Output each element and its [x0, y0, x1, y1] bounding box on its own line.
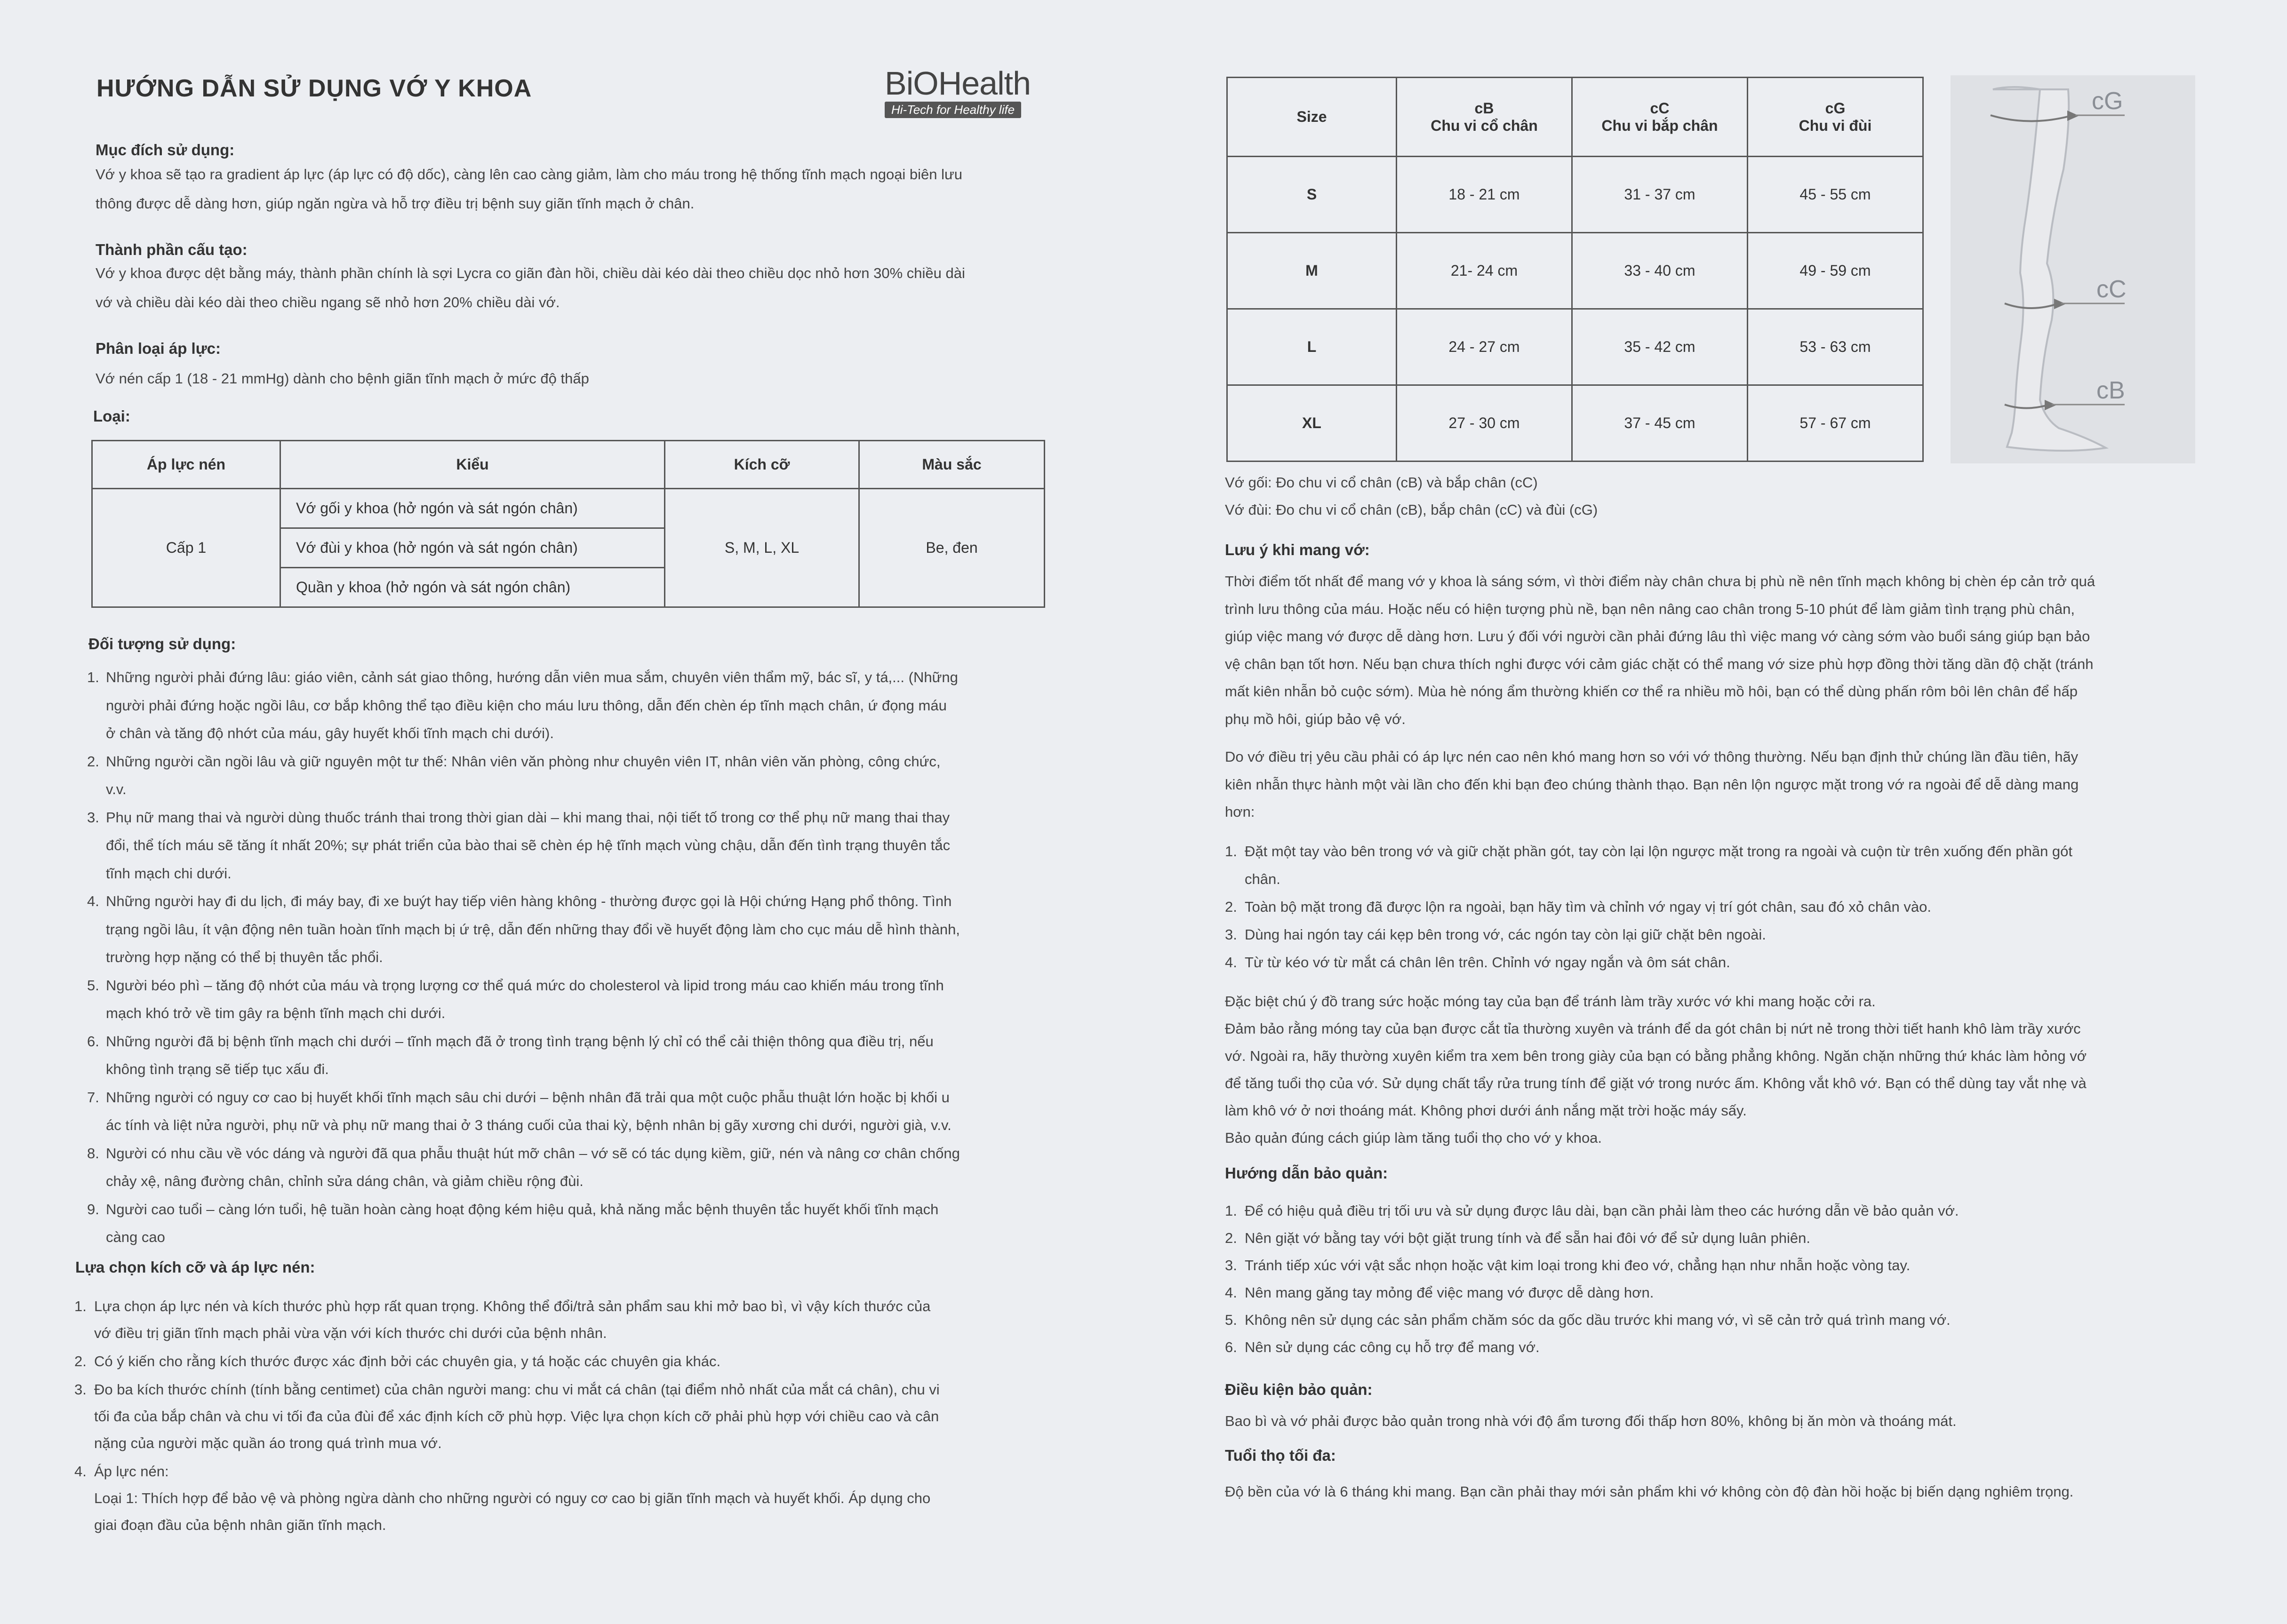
list-item — [1225, 893, 1931, 921]
list-number: 7. — [87, 1089, 99, 1106]
composition-heading: Thành phần cấu tạo: — [96, 241, 248, 258]
list-line: Để có hiệu quả điều trị tối ưu và sử dụng được lâu dài, bạn cần phải làm theo các hướng dẫn về bảo quản vớ. — [1245, 1202, 1959, 1219]
list-number: 3. — [1225, 1257, 1237, 1274]
list-number: 3. — [87, 809, 99, 826]
list-number: 6. — [1225, 1339, 1237, 1355]
list-line: Đặt một tay vào bên trong vớ và giữ chặt phần gót, tay còn lại lộn ngược mặt trong ra ngoài và cuộn từ trên xuống đến phần gót — [1245, 843, 2073, 860]
list-line: Những người đã bị bệnh tĩnh mạch chi dưới – tĩnh mạch đã ở trong tình trạng bệnh lý chỉ có thể cải thiện thông qua điều trị, nếu — [106, 1033, 934, 1050]
size-cell: 33 - 40 cm — [1572, 233, 1748, 309]
types-style: Quần y khoa (hở ngón và sát ngón chân) — [280, 568, 665, 607]
types-style: Vớ đùi y khoa (hở ngón và sát ngón chân) — [280, 528, 665, 568]
list-line: vớ điều trị giãn tĩnh mạch phải vừa vặn với kích thước chi dưới của bệnh nhân. — [94, 1325, 607, 1341]
list-line: chân. — [1245, 871, 1280, 887]
list-number: 5. — [1225, 1312, 1237, 1328]
types-heading: Loại: — [93, 407, 130, 425]
list-line: Dùng hai ngón tay cái kẹp bên trong vớ, các ngón tay còn lại giữ chặt bên ngoài. — [1245, 926, 1766, 943]
list-line: không tình trạng sẽ tiếp tục xấu đi. — [106, 1061, 329, 1077]
logo — [885, 67, 1054, 118]
list-number: 2. — [1225, 1230, 1237, 1246]
list-line: Nên mang găng tay mỏng để việc mang vớ được dễ dàng hơn. — [1245, 1284, 1654, 1301]
list-line: Những người hay đi du lịch, đi máy bay, đi xe buýt hay tiếp viên hàng không - thường được gọi là Hội chứng Hạng phổ thông. Tình — [106, 893, 952, 909]
paragraph-line: giúp việc mang vớ được dễ dàng hơn. Lưu ý đối với người cần phải đứng lâu thì việc mang vớ càng sớm vào buổi sáng giúp bạn bảo — [1225, 628, 2090, 645]
list-number: 1. — [1225, 843, 1237, 860]
list-line: ở chân và tăng độ nhớt của máu, gây huyết khối tĩnh mạch chi dưới). — [106, 725, 554, 741]
list-item — [87, 804, 951, 888]
list-line: người phải đứng hoặc ngồi lâu, cơ bắp không thể tạo điều kiện cho máu lưu thông, dẫn đến chèn ép tĩnh mạch chân, ứ đọng máu — [106, 697, 947, 714]
list-item — [1225, 921, 1766, 948]
list-number: 4. — [1225, 954, 1237, 971]
list-line: tĩnh mạch chi dưới. — [106, 865, 232, 882]
list-number: 4. — [87, 893, 99, 909]
types-header: Kích cỡ — [665, 441, 859, 489]
list-number: 6. — [87, 1033, 99, 1050]
list-number: 9. — [87, 1201, 99, 1218]
size-cell: S — [1227, 157, 1397, 233]
list-line: Những người có nguy cơ cao bị huyết khối tĩnh mạch sâu chi dưới – bệnh nhân đã trải qua một cuộc phẫu thuật lớn hoặc bị khối u — [106, 1089, 950, 1106]
lifespan-heading: Tuổi thọ tối đa: — [1225, 1447, 1336, 1464]
list-line: trường hợp nặng có thể bị thuyên tắc phổi. — [106, 949, 383, 965]
size-cell: 35 - 42 cm — [1572, 309, 1748, 385]
list-number: 8. — [87, 1145, 99, 1162]
paragraph-line: phụ mồ hôi, giúp bảo vệ vớ. — [1225, 710, 1406, 727]
paragraph-line: Đảm bảo rằng móng tay của bạn được cắt tỉa thường xuyên và tránh để da gót chân bị nứt nẻ trong thời tiết hanh khô làm trầy xước — [1225, 1020, 2081, 1037]
purpose-text — [96, 160, 962, 218]
list-line: Nên sử dụng các công cụ hỗ trợ để mang vớ. — [1245, 1339, 1540, 1355]
notes-paragraph — [1225, 988, 2087, 1152]
paragraph-line: Bảo quản đúng cách giúp làm tăng tuổi thọ cho vớ y khoa. — [1225, 1130, 1602, 1146]
paragraph-line: làm khô vớ ở nơi thoáng mát. Không phơi dưới ánh nắng mặt trời hoặc máy sấy. — [1225, 1102, 1747, 1119]
list-item — [74, 1376, 940, 1457]
list-line: Nên giặt vớ bằng tay với bột giặt trung tính và để sẵn hai đôi vớ để sử dụng luân phiên. — [1245, 1230, 1810, 1246]
size-cell: 49 - 59 cm — [1748, 233, 1923, 309]
list-item — [87, 663, 958, 748]
list-item — [87, 971, 944, 1027]
storage-text: Bao bì và vớ phải được bảo quản trong nhà với độ ẩm tương đối thấp hơn 80%, không bị ăn mòn và thoáng mát. — [1225, 1413, 1957, 1429]
list-item — [87, 1083, 952, 1139]
notes-paragraph — [1225, 568, 2095, 733]
paragraph-line: vệ chân bạn tốt hơn. Nếu bạn chưa thích nghi được với cảm giác chặt có thể mang vớ size phù hợp đồng thời tăng dần độ chặt (tránh — [1225, 655, 2094, 672]
size-cell: 45 - 55 cm — [1748, 157, 1923, 233]
list-line: Loại 1: Thích hợp để bảo vệ và phòng ngừa dành cho những người có nguy cơ cao bị giãn tĩnh mạch và huyết khối. Áp dụng cho — [94, 1490, 931, 1506]
table-row — [1227, 157, 1923, 233]
size-header — [1397, 78, 1572, 157]
paragraph-line: mất kiên nhẫn bỏ cuộc sớm). Mùa hè nóng ẩm thường khiến cơ thể ra nhiều mồ hôi, bạn có thể dùng phấn rôm bôi lên chân để hấp — [1225, 683, 2078, 700]
size-cell: 27 - 30 cm — [1397, 385, 1572, 462]
size-header-label: Chu vi đùi — [1799, 117, 1872, 134]
list-line: Người có nhu cầu về vóc dáng và người đã qua phẫu thuật hút mỡ chân – vớ sẽ có tác dụng kiềm, giữ, nén và nâng cơ chân chống — [106, 1145, 960, 1162]
size-cell: 18 - 21 cm — [1397, 157, 1572, 233]
list-line: Phụ nữ mang thai và người dùng thuốc tránh thai trong thời gian dài – khi mang thai, nội tiết tố trong cơ thể phụ nữ mang thai thay — [106, 809, 950, 826]
list-number: 2. — [74, 1353, 87, 1369]
notes-heading: Lưu ý khi mang vớ: — [1225, 541, 1370, 558]
list-item — [1225, 1279, 1654, 1306]
list-item — [1225, 1306, 1951, 1334]
table-row — [1227, 309, 1923, 385]
list-item — [1225, 837, 2073, 893]
list-item — [1225, 1197, 1959, 1225]
leg-label-cg: cG — [2092, 88, 2123, 115]
size-header-code: cC — [1650, 99, 1670, 117]
size-header-code: cB — [1474, 99, 1494, 117]
list-item — [74, 1348, 721, 1375]
size-header-label: Chu vi cổ chân — [1431, 117, 1538, 134]
list-line: nặng của người mặc quần áo trong quá trình mua vớ. — [94, 1435, 442, 1451]
paragraph-line: trình lưu thông của máu. Hoặc nếu có hiện tượng phù nề, bạn nên nâng cao chân trong 5-10 phút để làm giảm tình trạng phù chân, — [1225, 600, 2075, 617]
page-title: HƯỚNG DẪN SỬ DỤNG VỚ Y KHOA — [96, 75, 532, 102]
paragraph-line: kiên nhẫn thực hành một vài lần cho đến khi bạn đeo chúng thành thạo. Bạn nên lộn ngược mặt trong vớ ra ngoài để dễ dàng mang — [1225, 776, 2079, 793]
size-header — [1572, 78, 1748, 157]
leg-label-cb: cB — [2096, 377, 2125, 404]
list-line: Đo ba kích thước chính (tính bằng centimet) của chân người mang: chu vi mắt cá chân (tại điểm nhỏ nhất của mắt cá chân), chu vi — [94, 1381, 940, 1398]
list-number: 4. — [74, 1463, 87, 1480]
list-item — [1225, 1252, 1911, 1279]
list-item — [1225, 1334, 1540, 1361]
leg-label-cc: cC — [2096, 276, 2127, 303]
list-line: Những người phải đứng lâu: giáo viên, cảnh sát giao thông, hướng dẫn viên mua sắm, chuyên viên thẩm mỹ, bác sĩ, y tá,... (Những — [106, 669, 958, 685]
list-number: 4. — [1225, 1284, 1237, 1301]
list-line: Toàn bộ mặt trong đã được lộn ra ngoài, bạn hãy tìm và chỉnh vớ ngay vị trí gót chân, sau đó xỏ chân vào. — [1245, 899, 1931, 915]
paragraph-line: vớ. Ngoài ra, hãy thường xuyên kiểm tra xem bên trong giày của bạn có bằng phẳng không. Ngăn chặn những thứ khác làm hỏng vớ — [1225, 1048, 2087, 1064]
leg-measure-diagram — [1951, 75, 2195, 463]
selection-heading: Lựa chọn kích cỡ và áp lực nén: — [75, 1258, 315, 1276]
paragraph-line: Do vớ điều trị yêu cầu phải có áp lực nén cao nên khó mang hơn so với vớ thông thường. Nếu bạn định thử chúng lần đầu tiên, hãy — [1225, 748, 2079, 765]
list-line: Có ý kiến cho rằng kích thước được xác định bởi các chuyên gia, y tá hoặc các chuyên gia khác. — [94, 1353, 721, 1369]
list-number: 1. — [1225, 1202, 1237, 1219]
size-cell: 21- 24 cm — [1397, 233, 1572, 309]
size-table — [1226, 77, 1924, 462]
paragraph-line: để tăng tuổi thọ của vớ. Sử dụng chất tẩy rửa trung tính để giặt vớ trong nước ấm. Không vắt khô vớ. Bạn có thể dùng tay vắt nhẹ và — [1225, 1075, 2087, 1091]
size-cell: 57 - 67 cm — [1748, 385, 1923, 462]
list-line: Không nên sử dụng các sản phẩm chăm sóc da gốc dầu trước khi mang vớ, vì sẽ cản trở quá trình mang vớ. — [1245, 1312, 1951, 1328]
list-number: 2. — [87, 753, 99, 770]
list-line: Những người cần ngồi lâu và giữ nguyên một tư thế: Nhân viên văn phòng như chuyên viên IT, nhân viên văn phòng, công chức, — [106, 753, 941, 770]
size-cell: 31 - 37 cm — [1572, 157, 1748, 233]
list-item — [74, 1458, 931, 1538]
purpose-line: thông được dễ dàng hơn, giúp ngăn ngừa và hỗ trợ điều trị bệnh suy giãn tĩnh mạch ở chân. — [96, 195, 695, 212]
logo-tagline: Hi-Tech for Healthy life — [885, 102, 1021, 118]
logo-brand: BiOHealth — [885, 65, 1031, 102]
types-header: Kiểu — [280, 441, 665, 489]
size-cell: M — [1227, 233, 1397, 309]
size-note: Vớ đùi: Đo chu vi cổ chân (cB), bắp chân (cC) và đùi (cG) — [1225, 502, 1598, 518]
purpose-line: Vớ y khoa sẽ tạo ra gradient áp lực (áp lực có độ dốc), càng lên cao càng giảm, làm cho máu trong hệ thống tĩnh mạch ngoại biên lưu — [96, 166, 963, 183]
types-style: Vớ gối y khoa (hở ngón và sát ngón chân) — [280, 489, 665, 528]
purpose-heading: Mục đích sử dụng: — [96, 141, 235, 159]
list-line: Tránh tiếp xúc với vật sắc nhọn hoặc vật kim loại trong khi đeo vớ, chẳng hạn như nhẫn hoặc vòng tay. — [1245, 1257, 1911, 1274]
composition-line: Vớ y khoa được dệt bằng máy, thành phần chính là sợi Lycra co giãn đàn hồi, chiều dài kéo dài theo chiều dọc nhỏ hơn 30% chiều dài — [96, 265, 965, 281]
size-header-label: Size — [1296, 108, 1327, 125]
list-item — [87, 1027, 934, 1083]
list-line: Từ từ kéo vớ từ mắt cá chân lên trên. Chỉnh vớ ngay ngắn và ôm sát chân. — [1245, 954, 1730, 971]
size-header — [1227, 78, 1397, 157]
list-item — [87, 887, 960, 971]
table-row — [1227, 385, 1923, 462]
types-colors: Be, đen — [859, 489, 1045, 607]
size-note: Vớ gối: Đo chu vi cổ chân (cB) và bắp chân (cC) — [1225, 474, 1538, 491]
list-number: 1. — [87, 669, 99, 685]
care-heading: Hướng dẫn bảo quản: — [1225, 1164, 1388, 1182]
list-line: Người cao tuổi – càng lớn tuổi, hệ tuần hoàn càng hoạt động kém hiệu quả, khả năng mắc bệnh thuyên tắc huyết khối tĩnh mạch — [106, 1201, 939, 1218]
list-item — [74, 1293, 931, 1346]
list-line: Áp lực nén: — [94, 1463, 169, 1480]
list-number: 5. — [87, 977, 99, 994]
list-line: tối đa của bắp chân và chu vi tối đa của đùi để xác định kích cỡ phù hợp. Việc lựa chọn kích cỡ phải phù hợp với chiều cao và cân — [94, 1408, 939, 1425]
table-row — [1227, 233, 1923, 309]
list-item — [1225, 948, 1730, 976]
list-line: đổi, thể tích máu sẽ tăng ít nhất 20%; sự phát triển của bào thai sẽ chèn ép hệ tĩnh mạch vùng chậu, dẫn đến tình trạng thuyên tắc — [106, 837, 951, 853]
list-line: ác tính và liệt nửa người, phụ nữ và phụ nữ mang thai ở 3 tháng cuối của thai kỳ, bệnh nhân bị gãy xương chi dưới, người già, v.v. — [106, 1117, 952, 1133]
pressure-heading: Phân loại áp lực: — [96, 340, 221, 357]
size-header-code: cG — [1825, 99, 1846, 117]
list-number: 3. — [74, 1381, 87, 1398]
list-line: Lựa chọn áp lực nén và kích thước phù hợp rất quan trọng. Không thể đổi/trả sản phẩm sau khi mở bao bì, vì vậy kích thước của — [94, 1298, 931, 1314]
list-line: mạch khó trở về tim gây ra bệnh tĩnh mạch chi dưới. — [106, 1005, 446, 1021]
size-cell: L — [1227, 309, 1397, 385]
list-line: trạng ngồi lâu, ít vận động nên tuần hoàn tĩnh mạch bị ứ trệ, dẫn đến những thay đổi về huyết động làm cho cục máu dễ hình thành, — [106, 921, 960, 938]
types-header: Màu sắc — [859, 441, 1045, 489]
notes-paragraph — [1225, 743, 2079, 826]
size-cell: 37 - 45 cm — [1572, 385, 1748, 462]
target-heading: Đối tượng sử dụng: — [88, 635, 236, 653]
lifespan-text: Độ bền của vớ là 6 tháng khi mang. Bạn cần phải thay mới sản phẩm khi vớ không còn độ đàn hồi hoặc bị biến dạng nghiêm trọng. — [1225, 1483, 2074, 1500]
types-level: Cấp 1 — [92, 489, 280, 607]
list-item — [87, 748, 941, 804]
size-cell: 53 - 63 cm — [1748, 309, 1923, 385]
size-notes — [1225, 469, 1598, 524]
composition-text — [96, 259, 965, 317]
pressure-text: Vớ nén cấp 1 (18 - 21 mmHg) dành cho bệnh giãn tĩnh mạch ở mức độ thấp — [96, 370, 589, 387]
types-sizes: S, M, L, XL — [665, 489, 859, 607]
paragraph-line: Thời điểm tốt nhất để mang vớ y khoa là sáng sớm, vì thời điểm này chân chưa bị phù nề nên tĩnh mạch không bị chèn ép cản trở quá — [1225, 573, 2095, 589]
paragraph-line: hơn: — [1225, 804, 1255, 820]
list-item — [87, 1139, 960, 1195]
list-line: Người béo phì – tăng độ nhớt của máu và trọng lượng cơ thể quá mức do cholesterol và lipid trong máu cao khiến máu trong tĩnh — [106, 977, 944, 994]
size-header-label: Chu vi bắp chân — [1601, 117, 1718, 134]
list-line: càng cao — [106, 1229, 165, 1245]
types-header: Áp lực nén — [92, 441, 280, 489]
list-number: 3. — [1225, 926, 1237, 943]
composition-line: vớ và chiều dài kéo dài theo chiều ngang sẽ nhỏ hơn 20% chiều dài vớ. — [96, 294, 560, 310]
storage-heading: Điều kiện bảo quản: — [1225, 1381, 1373, 1398]
list-line: giai đoạn đầu của bệnh nhân giãn tĩnh mạch. — [94, 1517, 386, 1533]
list-number: 2. — [1225, 899, 1237, 915]
list-line: v.v. — [106, 781, 127, 797]
list-item — [87, 1195, 939, 1251]
list-number: 1. — [74, 1298, 87, 1314]
size-cell: XL — [1227, 385, 1397, 462]
size-header — [1748, 78, 1923, 157]
paragraph-line: Đặc biệt chú ý đồ trang sức hoặc móng tay của bạn để tránh làm trầy xước vớ khi mang hoặc cởi ra. — [1225, 993, 1876, 1010]
types-table — [91, 440, 1045, 608]
list-line: chảy xệ, nâng đường chân, chỉnh sửa dáng chân, và giảm chiều rộng đùi. — [106, 1173, 584, 1189]
size-cell: 24 - 27 cm — [1397, 309, 1572, 385]
list-item — [1225, 1225, 1810, 1252]
